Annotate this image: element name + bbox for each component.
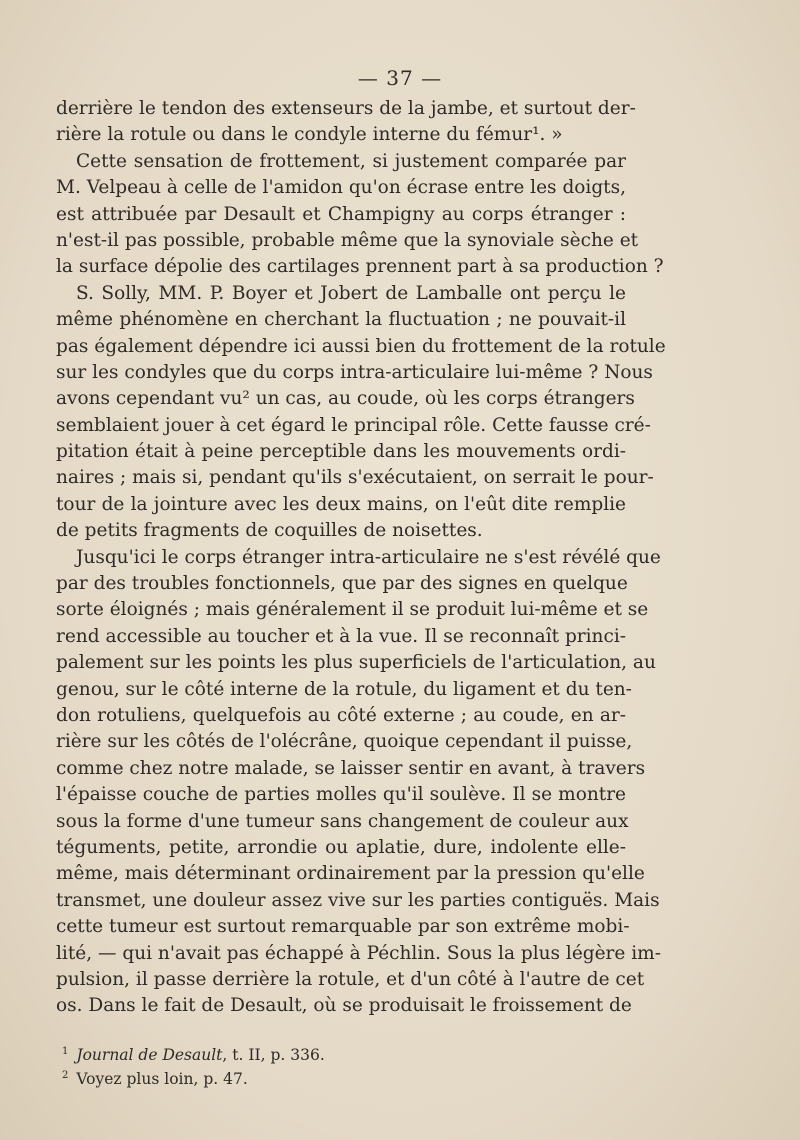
text-line: tour de la jointure avec les deux mains, on l'eût dite remplie (56, 493, 626, 515)
footnotes (62, 1040, 622, 1088)
text-line: même phénomène en cherchant la fluctuation ; ne pouvait-il (56, 309, 626, 331)
text-line: sous la forme d'une tumeur sans changement de couleur aux (56, 810, 629, 832)
text-line: sorte éloignés ; mais généralement il se produit lui-même et se (56, 599, 649, 621)
text-line: la surface dépolie des cartilages prennent part à sa production ? (56, 256, 664, 278)
footnote-number: 1 (62, 1046, 69, 1057)
text-line: semblaient jouer à cet égard le principal rôle. Cette fausse cré- (56, 414, 651, 436)
text-line: même, mais déterminant ordinairement par la pression qu'elle (56, 863, 645, 885)
text-line: pitation était à peine perceptible dans les mouvements ordi- (56, 441, 626, 463)
text-line: comme chez notre malade, se laisser sentir en avant, à travers (56, 757, 646, 779)
footnote-number: 2 (62, 1070, 69, 1081)
text-line: palement sur les points les plus superficiels de l'articulation, au (56, 652, 656, 674)
text-line: rend accessible au toucher et à la vue. Il se reconnaît princi- (56, 625, 626, 647)
text-line: naires ; mais si, pendant qu'ils s'exécutaient, on serrait le pour- (56, 467, 654, 489)
text-line: S. Solly, MM. P. Boyer et Jobert de Lamballe ont perçu le (76, 282, 626, 304)
text-line: transmet, une douleur assez vive sur les parties contiguës. Mais (56, 889, 660, 911)
footnote (62, 1040, 622, 1064)
text-line: lité, — qui n'avait pas échappé à Péchlin. Sous la plus légère im- (56, 942, 661, 964)
text-line: pulsion, il passe derrière la rotule, et d'un côté à l'autre de cet (56, 968, 645, 990)
text-line: don rotuliens, quelquefois au côté externe ; au coude, en ar- (56, 704, 626, 726)
body-text (56, 96, 666, 1020)
text-line: avons cependant vu² un cas, au coude, où les corps étrangers (56, 388, 635, 410)
text-line: Cette sensation de frottement, si justement comparée par (76, 150, 626, 172)
text-line: cette tumeur est surtout remarquable par son extrême mobi- (56, 916, 630, 938)
text-line: téguments, petite, arrondie ou aplatie, dure, indolente elle- (56, 836, 626, 858)
text-line: rière la rotule ou dans le condyle interne du fémur¹. » (56, 124, 563, 146)
text-line: est attribuée par Desault et Champigny au corps étranger : (56, 203, 626, 225)
footnote-source-title: Journal de Desault (76, 1046, 223, 1065)
text-line: M. Velpeau à celle de l'amidon qu'on écrase entre les doigts, (56, 177, 626, 199)
text-line: l'épaisse couche de parties molles qu'il soulève. Il se montre (56, 784, 626, 806)
text-line: genou, sur le côté interne de la rotule, du ligament et du ten- (56, 678, 632, 700)
text-line: pas également dépendre ici aussi bien du frottement de la rotule (56, 335, 666, 357)
text-line: n'est-il pas possible, probable même que la synoviale sèche et (56, 229, 639, 251)
footnote-text: , t. II, p. 336. (222, 1046, 325, 1065)
text-line: derrière le tendon des extenseurs de la jambe, et surtout der- (56, 98, 636, 119)
footnote-text: Voyez plus loin, p. 47. (76, 1070, 248, 1089)
text-line: de petits fragments de coquilles de noisettes. (56, 520, 483, 542)
page-number: — 37 — (357, 66, 443, 90)
text-line: rière sur les côtés de l'olécrâne, quoique cependant il puisse, (56, 731, 633, 753)
text-line: sur les condyles que du corps intra-articulaire lui-même ? Nous (56, 361, 653, 383)
text-line: par des troubles fonctionnels, que par des signes en quelque (56, 573, 628, 595)
footnote (62, 1064, 622, 1088)
text-line: os. Dans le fait de Desault, où se produisait le froissement de (56, 995, 632, 1017)
text-line: Jusqu'ici le corps étranger intra-articulaire ne s'est révélé que (76, 546, 661, 568)
